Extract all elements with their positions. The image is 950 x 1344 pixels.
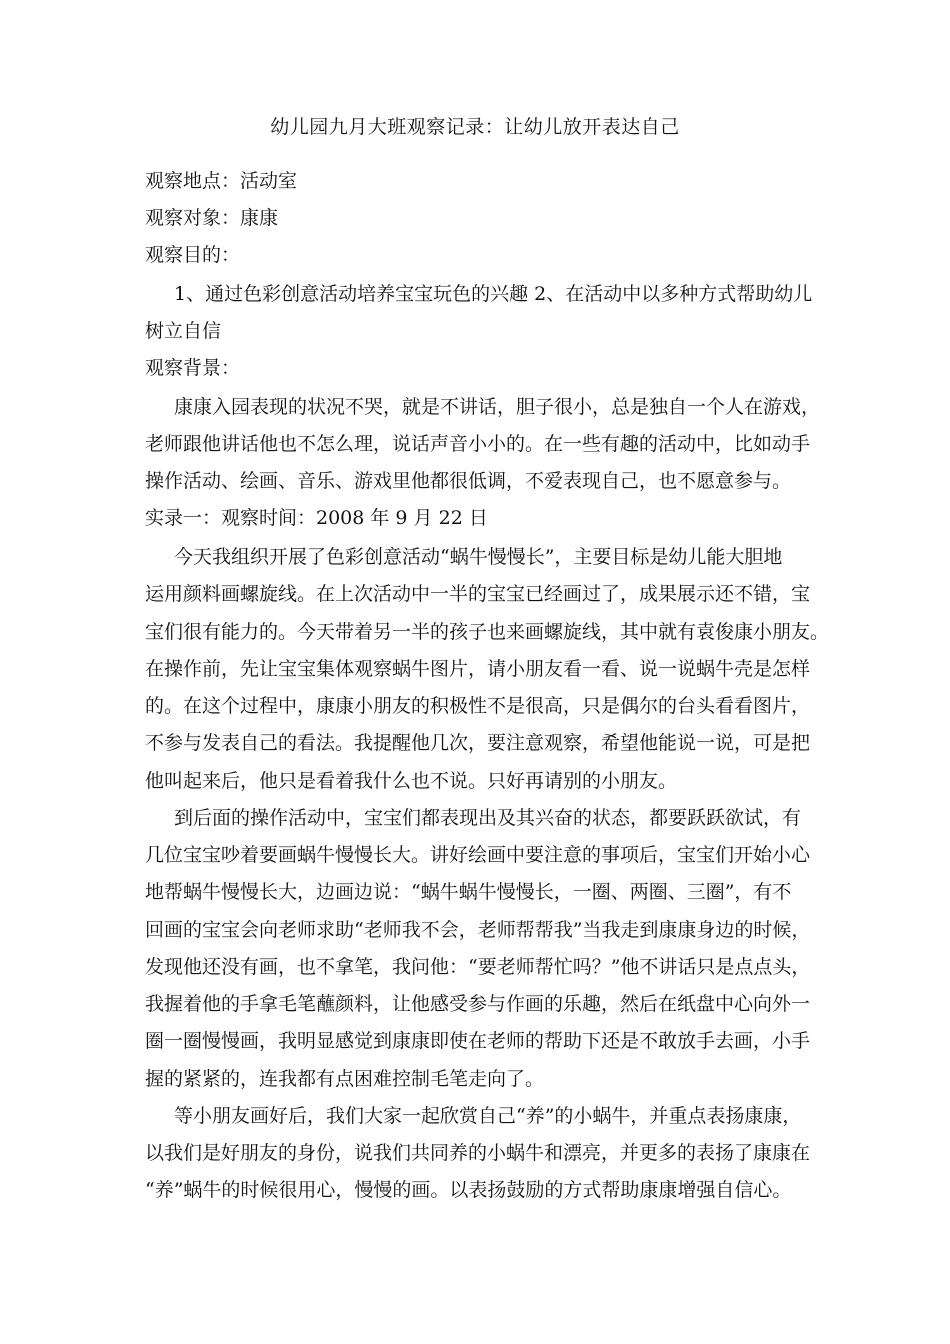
record-one-heading: 实录一：观察时间：2008 年 9 月 22 日 bbox=[145, 507, 488, 529]
background-text-line: 康康入园表现的状况不哭，就是不讲话，胆子很小，总是独自一个人在游戏， bbox=[174, 396, 821, 418]
record-text-line: 等小朋友画好后，我们大家一起欣赏自己“养”的小蜗牛，并重点表扬康康， bbox=[174, 1105, 802, 1127]
record-text-line: 以我们是好朋友的身份，说我们共同养的小蜗牛和漂亮，并更多的表扬了康康在 bbox=[145, 1142, 811, 1164]
record-text-line: 几位宝宝吵着要画蜗牛慢慢长大。讲好绘画中要注意的事项后，宝宝们开始小心 bbox=[145, 844, 811, 866]
record-text-line: 的。在这个过程中，康康小朋友的积极性不是很高，只是偶尔的台头看看图片， bbox=[145, 695, 811, 717]
observation-location: 观察地点：活动室 bbox=[145, 170, 298, 192]
observation-subject: 观察对象：康康 bbox=[145, 207, 279, 229]
record-text-line: 我握着他的手拿毛笔蘸颜料，让他感受参与作画的乐趣，然后在纸盘中心向外一 bbox=[145, 993, 811, 1015]
record-text-line: 今天我组织开展了色彩创意活动“蜗牛慢慢长”，主要目标是幼儿能大胆地 bbox=[174, 546, 783, 568]
document-title: 幼儿园九月大班观察记录：让幼儿放开表达自己 bbox=[270, 116, 680, 138]
record-text-line: 地帮蜗牛慢慢长大，边画边说：“蜗牛蜗牛慢慢长，一圈、两圈、三圈”，有不 bbox=[145, 881, 792, 903]
record-text-line: 握的紧紧的，连我都有点困难控制毛笔走向了。 bbox=[145, 1068, 545, 1090]
background-text-line: 操作活动、绘画、音乐、游戏里他都很低调，不爱表现自己，也不愿意参与。 bbox=[145, 470, 792, 492]
background-text-line: 老师跟他讲话他也不怎么理，说话声音小小的。在一些有趣的活动中，比如动手 bbox=[145, 433, 811, 455]
record-text-line: 到后面的操作活动中，宝宝们都表现出及其兴奋的状态，都要跃跃欲试，有 bbox=[174, 807, 802, 829]
record-text-line: 不参与发表自己的看法。我提醒他几次，要注意观察，希望他能说一说，可是把 bbox=[145, 732, 811, 754]
record-text-line: 运用颜料画螺旋线。在上次活动中一半的宝宝已经画过了，成果展示还不错，宝 bbox=[145, 583, 811, 605]
record-text-line: 宝们很有能力的。今天带着另一半的孩子也来画螺旋线，其中就有袁俊康小朋友。 bbox=[145, 621, 830, 643]
observation-background-heading: 观察背景： bbox=[145, 357, 241, 379]
record-text-line: 回画的宝宝会向老师求助“老师我不会，老师帮帮我”当我走到康康身边的时候， bbox=[145, 919, 811, 941]
record-text-line: “养”蜗牛的时候很用心，慢慢的画。以表扬鼓励的方式帮助康康增强自信心。 bbox=[145, 1179, 792, 1201]
purpose-text-line: 树立自信 bbox=[145, 320, 222, 342]
record-text-line: 圈一圈慢慢画，我明显感觉到康康即使在老师的帮助下还是不敢放手去画，小手 bbox=[145, 1030, 811, 1052]
record-text-line: 他叫起来后，他只是看着我什么也不说。只好再请别的小朋友。 bbox=[145, 770, 678, 792]
purpose-text-line: 1、通过色彩创意活动培养宝宝玩色的兴趣 2、在活动中以多种方式帮助幼儿 bbox=[174, 283, 813, 305]
observation-purpose-heading: 观察目的： bbox=[145, 244, 241, 266]
record-text-line: 发现他还没有画，也不拿笔，我问他：“要老师帮忙吗？”他不讲话只是点点头， bbox=[145, 956, 811, 978]
record-text-line: 在操作前，先让宝宝集体观察蜗牛图片，请小朋友看一看、说一说蜗牛壳是怎样 bbox=[145, 658, 811, 680]
